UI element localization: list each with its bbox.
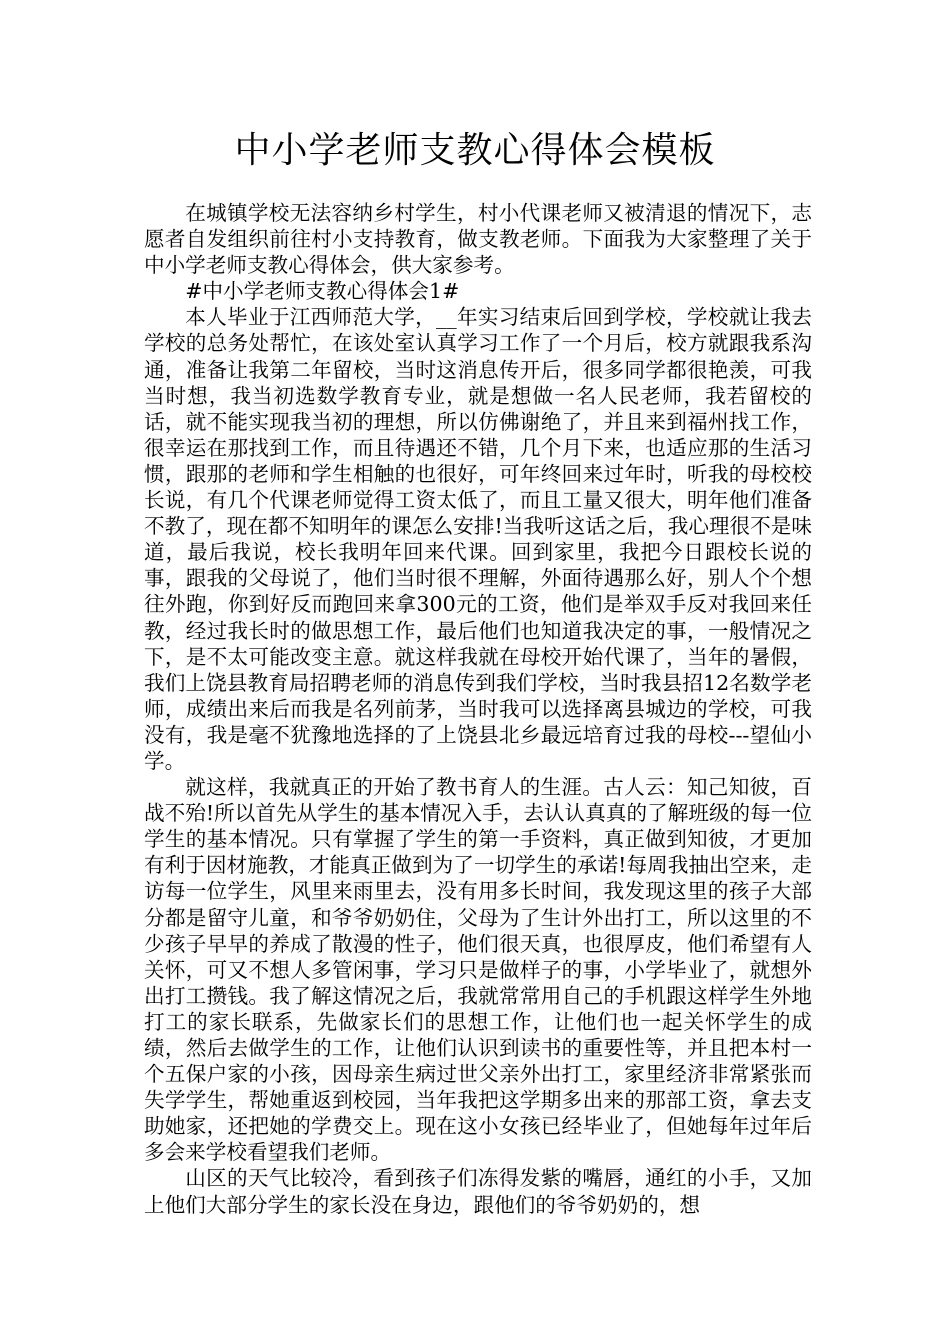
body-paragraph: 本人毕业于江西师范大学，__年实习结束后回到学校，学校就让我去学校的总务处帮忙，在该处室认真学习工作了一个月后，校方就跟我系沟通，准备让我第二年留校，当时这消息传开后，很多同学都很艳羡，可我当时想，我当初选数学教育专业，就是想做一名人民老师，我若留校的话，就不能实现我当初的理想，所以仿佛谢绝了，并且来到福州找工作，很幸运在那找到工作，而且待遇还不错，几个月下来，也适应那的生活习惯，跟那的老师和学生相触的也很好，可年终回来过年时，听我的母校校长说，有几个代课老师觉得工资太低了，而且工量又很大，明年他们准备不教了，现在都不知明年的课怎么安排!当我听这话之后，我心理很不是味道，最后我说，校长我明年回来代课。回到家里，我把今日跟校长说的事，跟我的父母说了，他们当时很不理解，外面待遇那么好，别人个个想往外跑，你到好反而跑回来拿300元的工资，他们是举双手反对我回来任教，经过我长时的做思想工作，最后他们也知道我决定的事，一般情况之下，是不太可能改变主意。就这样我就在母校开始代课了，当年的暑假，我们上饶县教育局招聘老师的消息传到我们学校，当时我县招12名数学老师，成绩出来后而我是名列前茅，当时我可以选择离县城边的学校，可我没有，我是毫不犹豫地选择的了上饶县北乡最远培育过我的母校---望仙小学。 [144, 305, 812, 773]
intro-paragraph: 在城镇学校无法容纳乡村学生，村小代课老师又被清退的情况下，志愿者自发组织前往村小支持教育，做支教老师。下面我为大家整理了关于中小学老师支教心得体会，供大家参考。 [144, 201, 812, 278]
document-title: 中小学老师支教心得体会模板 [234, 130, 716, 171]
body-paragraph: 山区的天气比较冷，看到孩子们冻得发紫的嘴唇，通红的小手，又加上他们大部分学生的家长没在身边，跟他们的爷爷奶奶的，想 [144, 1166, 812, 1217]
body-paragraph: 就这样，我就真正的开始了教书育人的生涯。古人云：知己知彼，百战不殆!所以首先从学生的基本情况入手，去认认真真的了解班级的每一位学生的基本情况。只有掌握了学生的第一手资料，真正做到知彼，才更加有利于因材施教，才能真正做到为了一切学生的承诺!每周我抽出空来，走访每一位学生，风里来雨里去，没有用多长时间，我发现这里的孩子大部分都是留守儿童，和爷爷奶奶住，父母为了生计外出打工，所以这里的不少孩子早早的养成了散漫的性子，他们很天真，也很厚皮，他们希望有人关怀，可又不想人多管闲事，学习只是做样子的事，小学毕业了，就想外出打工攒钱。我了解这情况之后，我就常常用自己的手机跟这样学生外地打工的家长联系，先做家长们的思想工作，让他们也一起关怀学生的成绩，然后去做学生的工作，让他们认识到读书的重要性等，并且把本村一个五保户家的小孩，因母亲生病过世父亲外出打工，家里经济非常紧张而失学学生，帮她重返到校园，当年我把这学期多出来的那部工资，拿去支助她家，还把她的学费交上。现在这小女孩已经毕业了，但她每年过年后多会来学校看望我们老师。 [144, 775, 812, 1165]
document-body [144, 200, 812, 1218]
section-heading: #中小学老师支教心得体会1# [185, 279, 460, 304]
